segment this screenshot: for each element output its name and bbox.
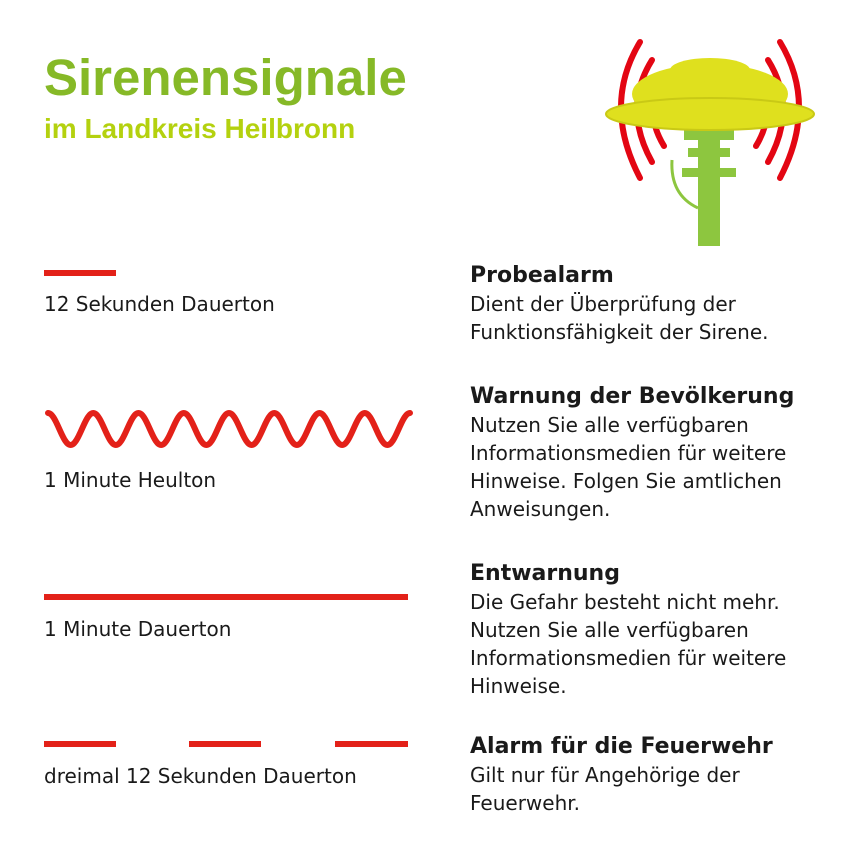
meaning-title: Entwarnung xyxy=(470,561,620,586)
signal-dash-3 xyxy=(335,741,408,747)
meaning-block xyxy=(470,262,850,346)
page-title: Sirenensignale xyxy=(44,49,407,106)
signal-label: 12 Sekunden Dauerton xyxy=(44,292,275,316)
signal-line xyxy=(44,594,408,600)
meaning-title: Alarm für die Feuerwehr xyxy=(470,734,773,759)
signal-dash-1 xyxy=(44,741,116,747)
siren-crossbar-top xyxy=(684,130,734,140)
siren-crossbar-mid xyxy=(688,148,730,157)
signal-line xyxy=(44,270,116,276)
signal-pattern-wave xyxy=(44,405,414,455)
signal-long-line-graphic xyxy=(44,592,414,604)
meaning-block xyxy=(470,733,850,817)
signal-label: 1 Minute Dauerton xyxy=(44,617,232,641)
siren-crossbar-low xyxy=(682,168,736,177)
meaning-description: Dient der Überprüfung der Funktionsfähigkeit der Sirene. xyxy=(470,292,769,344)
signal-label: 1 Minute Heulton xyxy=(44,468,217,492)
meaning-title: Warnung der Bevölkerung xyxy=(470,384,795,409)
signal-wave-graphic xyxy=(44,405,414,455)
signal-label: dreimal 12 Sekunden Dauerton xyxy=(44,764,357,788)
signal-dash-2 xyxy=(189,741,261,747)
siren-icon xyxy=(600,30,830,246)
meaning-description: Die Gefahr besteht nicht mehr. Nutzen Sie alle verfügbaren Informationsmedien für weitere Hinweise. xyxy=(470,590,787,698)
signal-wave xyxy=(48,413,410,445)
page-subtitle: im Landkreis Heilbronn xyxy=(44,113,356,144)
signal-three-dashes-graphic xyxy=(44,739,414,751)
siren-dome-top xyxy=(670,58,750,82)
signal-pattern-short-line xyxy=(44,268,414,280)
meaning-description: Nutzen Sie alle verfügbaren Informationsmedien für weitere Hinweise. Folgen Sie amtlichen Anweisungen. xyxy=(470,413,787,521)
signal-short-line-graphic xyxy=(44,268,414,280)
signal-pattern-long-line xyxy=(44,592,414,604)
meaning-block xyxy=(470,383,850,523)
meaning-block xyxy=(470,560,850,700)
siren-cable xyxy=(672,160,698,208)
meaning-title: Probealarm xyxy=(470,263,614,288)
meaning-description: Gilt nur für Angehörige der Feuerwehr. xyxy=(470,763,740,815)
siren-dome-brim xyxy=(606,98,814,130)
siren-pole xyxy=(698,130,720,246)
signal-pattern-three-dashes xyxy=(44,739,414,751)
